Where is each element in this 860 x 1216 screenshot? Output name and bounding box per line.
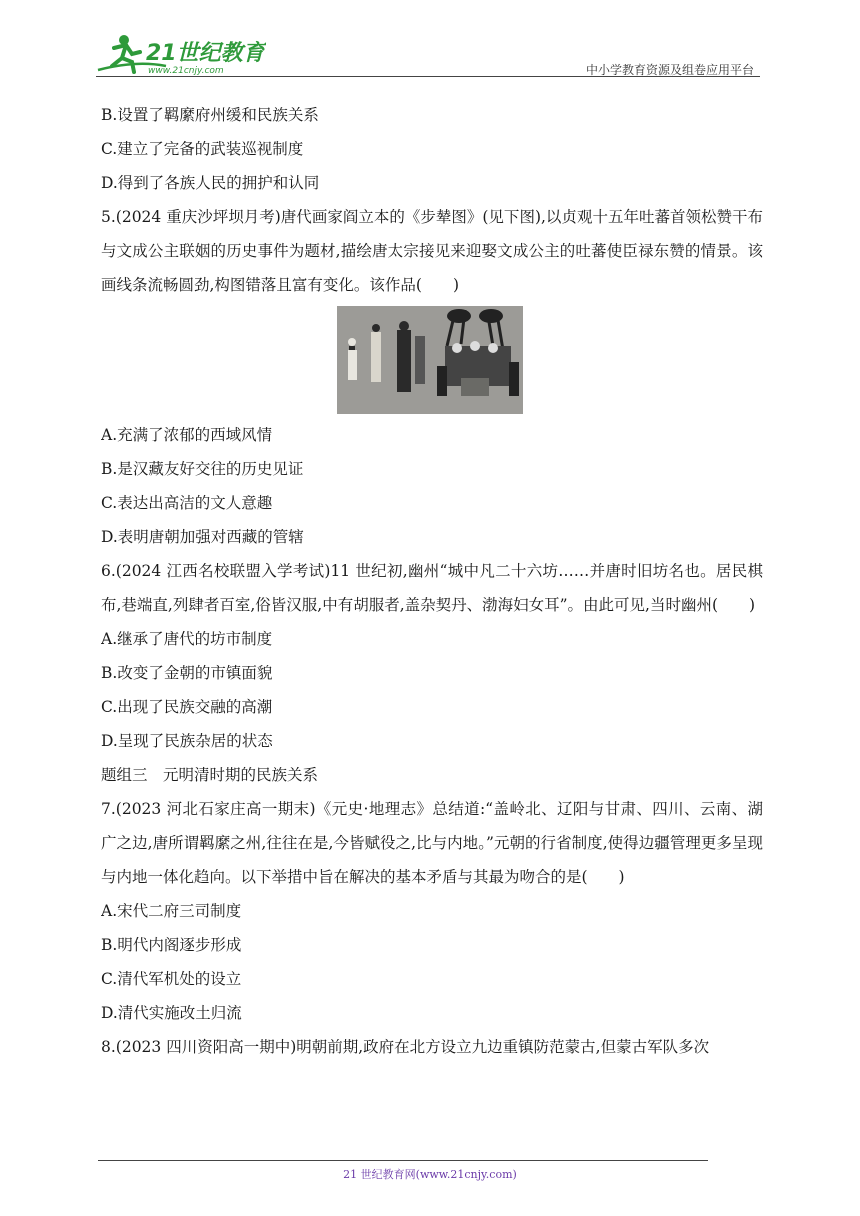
option-line: D.表明唐朝加强对西藏的管辖 xyxy=(101,528,304,546)
option-line: A.宋代二府三司制度 xyxy=(101,902,242,920)
option-line: A.充满了浓郁的西域风情 xyxy=(101,426,273,444)
section-heading: 题组三 元明清时期的民族关系 xyxy=(101,766,319,784)
page-footer: 21 世纪教育网(www.21cnjy.com) xyxy=(343,1168,517,1181)
option-line: B.是汉藏友好交往的历史见证 xyxy=(101,460,304,478)
option-line: B.明代内阁逐步形成 xyxy=(101,936,242,954)
logo-text: 21世纪教育 xyxy=(146,41,265,66)
option-line: D.清代实施改土归流 xyxy=(101,1004,242,1022)
footer-divider xyxy=(98,1160,708,1161)
option-line: B.设置了羁縻府州缓和民族关系 xyxy=(101,106,319,124)
document-body xyxy=(101,98,763,1064)
logo-url: www.21cnjy.com xyxy=(148,66,224,76)
site-logo xyxy=(96,30,266,76)
option-line: D.呈现了民族杂居的状态 xyxy=(101,732,273,750)
option-line: C.清代军机处的设立 xyxy=(101,970,242,988)
option-line: C.表达出高洁的文人意趣 xyxy=(101,494,273,512)
option-line: B.改变了金朝的市镇面貌 xyxy=(101,664,273,682)
question-5-figure xyxy=(101,306,763,402)
question-6-stem: 6.(2024 江西名校联盟入学考试)11 世纪初,幽州“城中凡二十六坊……并唐时旧坊名也。居民棋布,巷端直,列肆者百室,俗皆汉服,中有胡服者,盖杂契丹、渤海妇女耳”。由此可见,当时幽州( ) xyxy=(101,562,763,614)
option-line: C.建立了完备的武装巡视制度 xyxy=(101,140,304,158)
option-line: C.出现了民族交融的高潮 xyxy=(101,698,273,716)
option-line: D.得到了各族人民的拥护和认同 xyxy=(101,174,320,192)
painting-image xyxy=(337,306,523,414)
option-line: A.继承了唐代的坊市制度 xyxy=(101,630,273,648)
page-header xyxy=(96,30,760,78)
header-divider xyxy=(96,76,760,77)
question-5-stem: 5.(2024 重庆沙坪坝月考)唐代画家阎立本的《步辇图》(见下图),以贞观十五年吐蕃首领松赞干布与文成公主联姻的历史事件为题材,描绘唐太宗接见来迎娶文成公主的吐蕃使臣禄东赞的情景。该画线条流畅圆劲,构图错落且富有变化。该作品( ) xyxy=(101,208,763,294)
question-7-stem: 7.(2023 河北石家庄高一期末)《元史·地理志》总结道:“盖岭北、辽阳与甘肃、四川、云南、湖广之边,唐所谓羁縻之州,往往在是,今皆赋役之,比与内地。”元朝的行省制度,使得边疆管理更多呈现与内地一体化趋向。以下举措中旨在解决的基本矛盾与其最为吻合的是( ) xyxy=(101,800,763,886)
question-8-stem: 8.(2023 四川资阳高一期中)明朝前期,政府在北方设立九边重镇防范蒙古,但蒙古军队多次 xyxy=(101,1038,710,1056)
header-platform-text: 中小学教育资源及组卷应用平台 xyxy=(585,63,754,77)
